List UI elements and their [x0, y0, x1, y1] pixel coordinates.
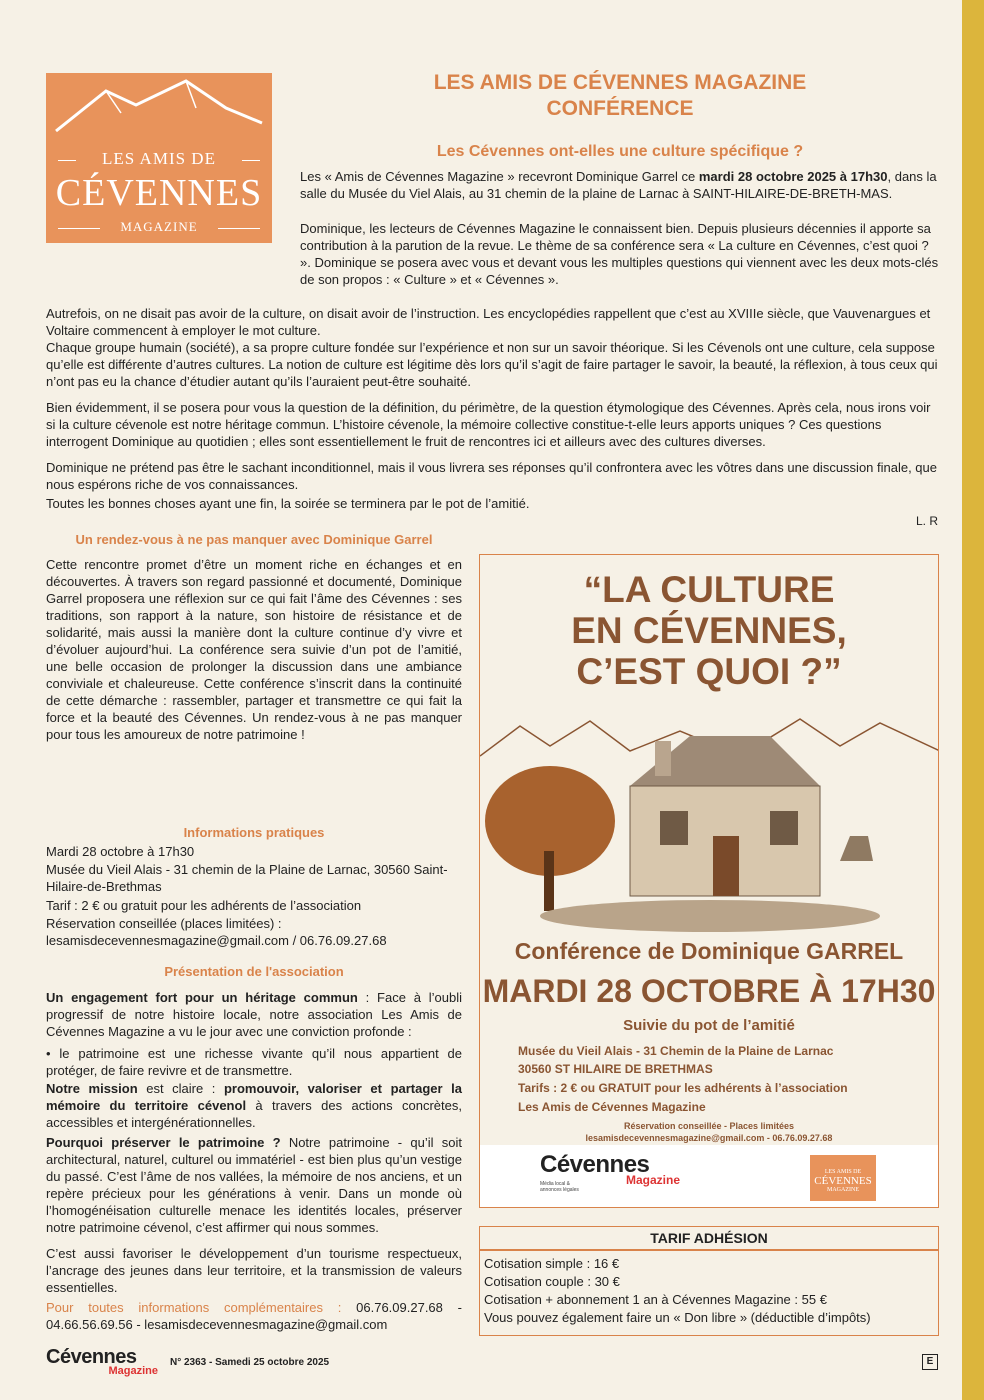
intro-paragraph-2: Dominique, les lecteurs de Cévennes Magazine le connaissent bien. Depuis plusieurs décennies il apporte sa contribution à la parution de la revue. Le thème de sa conférence sera « La culture en Cévennes, c’est quoi ? ». Dominique se posera avec vous et devant vous les multiples questions qui viennent avec les deux mots-clés de son propos : « Culture » et « Cévennes ».	[300, 221, 939, 287]
asso-bold-4: Pourquoi préserver le patrimoine ?	[46, 1135, 281, 1150]
poster-suite: Suivie du pot de l’amitié	[623, 1017, 795, 1034]
house-illustration	[480, 701, 939, 941]
intro-paragraph-5: Bien évidemment, il se posera pour vous la question de la définition, du périmètre, de la question étymologique des Cévennes. Après cela, nous irons voir si la culture cévenole est notre héritage commun. L’histoire cévenole, la mémoire collective constitue-t-elle leurs apports uniques ? Ces questions interrogent Dominique au quotidien ; elles sont essentiellement le fruit de rencontres ici et ailleurs avec des cultures diverses.	[46, 400, 931, 449]
logo-cevennes-text: Cévennes	[540, 1151, 650, 1178]
poster-quote	[480, 569, 938, 692]
logo-line1: LES AMIS DE	[102, 149, 216, 168]
logo-magazine-text: Magazine	[625, 1173, 680, 1187]
contact-details: 06.76.09.27.68 - 04.66.56.69.56 - lesamisdecevennesmagazine@gmail.com	[46, 1300, 462, 1332]
poster-info-2: 30560 ST HILAIRE DE BRETHMAS	[518, 1062, 713, 1076]
rdv-title: Un rendez-vous à ne pas manquer avec Dominique Garrel	[75, 532, 433, 547]
asso-text-1: : Face à l’oubli progressif de notre histoire locale, notre association Les Amis de Cévennes Magazine a vu le jour avec une conviction profonde :	[46, 990, 462, 1039]
asso-text-3c: à travers des actions concrètes, accessibles et intergénérationnelles.	[46, 1098, 462, 1130]
cevennes-magazine-logo	[540, 1151, 680, 1193]
title-line2: CONFÉRENCE	[546, 97, 694, 120]
intro-paragraph-1	[300, 168, 940, 202]
asso-contact	[46, 1299, 462, 1333]
asso-bold-3b: promouvoir, valoriser et partager la mémoire du territoire cévenol	[46, 1081, 462, 1113]
infos-address: Musée du Vieil Alais - 31 chemin de la Plaine de Larnac, 30560 Saint-Hilaire-de-Brethmas	[46, 862, 448, 894]
poster-info-3: Tarifs : 2 € ou GRATUIT pour les adhérents à l’association	[518, 1081, 848, 1095]
footer-logo-cevennes: Cévennes	[46, 1346, 137, 1368]
poster-info-4: Les Amis de Cévennes Magazine	[518, 1100, 706, 1114]
asso-para-3	[46, 1080, 462, 1131]
poster-date: MARDI 28 OCTOBRE À 17H30	[482, 973, 936, 1009]
page-edge-bar	[962, 0, 984, 1400]
page-title	[300, 70, 940, 122]
tarif-row: Vous pouvez également faire un « Don libre » (déductible d’impôts)	[484, 1310, 871, 1325]
asso-bold-3: Notre mission	[46, 1081, 138, 1096]
footer-logo-magazine: Magazine	[108, 1365, 158, 1377]
logo-line2: CÉVENNES	[55, 172, 263, 214]
intro-paragraph-6: Dominique ne prétend pas être le sachant inconditionnel, mais il vous livrera ses réponses qu’il confrontera avec les vôtres dans une discussion finale, que nous espérons riche de vos connaissances.	[46, 460, 938, 492]
asso-title: Présentation de l'association	[164, 964, 344, 979]
intro-paragraph-4: Chaque groupe humain (société), a sa propre culture fondée sur l’expérience et non sur un savoir théorique. Si les Cévenols ont une culture, cela suppose qu’elle est différente d’autres cultures. La notion de culture est légitime dès lors qu’il s’agit de faire partager le savoir, la beauté, la réflexion, à tous ceux qui n’ont pas eu la chance d’étudier autant qu’ils l’auraient peut-être souhaité.	[46, 340, 938, 389]
event-poster	[479, 554, 939, 1208]
mini-logo-l2: CÉVENNES	[814, 1175, 872, 1187]
tarif-title: TARIF ADHÉSION	[650, 1230, 768, 1246]
poster-contact: lesamisdecevennesmagazine@gmail.com - 06.76.09.27.68	[585, 1133, 833, 1143]
poster-reservation: Réservation conseillée - Places limitées	[623, 1121, 795, 1131]
mountains-icon	[46, 73, 272, 149]
infos-reservation: Réservation conseillée (places limitées) : lesamisdecevennesmagazine@gmail.com / 06.76.09.27.68	[46, 916, 387, 948]
footer-logo	[46, 1346, 158, 1382]
logo-subtitle: Média local & annonces légales	[540, 1181, 579, 1193]
intro-date: mardi 28 octobre 2025 à 17h30	[698, 169, 888, 184]
asso-para-1	[46, 989, 462, 1040]
intro-p1-end: , dans la salle du Musée du Viel Alais, au 31 chemin de la plaine de Larnac à SAINT-HILAIRE-DE-BRETH-MAS.	[300, 169, 937, 201]
signature: L. R	[915, 514, 938, 528]
tarif-divider	[480, 1249, 938, 1251]
intro-p1-start: Les « Amis de Cévennes Magazine » recevront Dominique Garrel ce	[300, 169, 699, 184]
tarif-row: Cotisation + abonnement 1 an à Cévennes Magazine : 55 €	[484, 1292, 827, 1307]
asso-text-4: Notre patrimoine - qu’il soit architectural, naturel, culturel ou immatériel - est bien plus qu’un vestige du passé. C’est l’âme de nos vallées, la mémoire de nos anciens, et un repère précieux pour les générations à venir. Dans un monde où l’homogénéisation culturelle menace les identités locales, préserver notre patrimoine cévenol, c’est affirmer qui nous sommes.	[46, 1135, 462, 1235]
mini-association-logo	[810, 1155, 876, 1201]
asso-para-4	[46, 1134, 462, 1236]
poster-quote-l1: “LA CULTURE	[583, 569, 835, 610]
infos-price: Tarif : 2 € ou gratuit pour les adhérents de l’association	[46, 898, 362, 913]
asso-para-5: C’est aussi favoriser le développement d’un tourisme respectueux, l’ancrage des jeunes dans leur territoire, et la transmission de valeurs essentielles.	[46, 1246, 462, 1295]
issue-number: N° 2363 - Samedi 25 octobre 2025	[170, 1357, 330, 1368]
page-letter: E	[922, 1354, 938, 1370]
intro-paragraph-7: Toutes les bonnes choses ayant une fin, la soirée se terminera par le pot de l’amitié.	[46, 496, 530, 511]
tarif-row: Cotisation simple : 16 €	[484, 1256, 620, 1271]
poster-quote-l2: EN CÉVENNES,	[571, 610, 847, 651]
contact-label: Pour toutes informations complémentaires :	[46, 1300, 342, 1315]
tarif-row: Cotisation couple : 30 €	[484, 1274, 620, 1289]
poster-info-1: Musée du Vieil Alais - 31 Chemin de la Plaine de Larnac	[518, 1044, 834, 1058]
intro-paragraph-3: Autrefois, on ne disait pas avoir de la culture, on disait avoir de l’instruction. Les encyclopédies rappellent que c’est au XVIIIe siècle, que Vauvenargues et Voltaire commencent à employer le mot culture.	[46, 306, 931, 338]
asso-text-3a: est claire :	[137, 1081, 224, 1096]
association-logo	[46, 73, 272, 243]
infos-date: Mardi 28 octobre à 17h30	[46, 844, 195, 859]
title-line1: LES AMIS DE CÉVENNES MAGAZINE	[433, 71, 807, 94]
mini-logo-l3: MAGAZINE	[827, 1187, 859, 1193]
mini-logo-l1: LES AMIS DE	[824, 1169, 862, 1175]
tarif-box	[479, 1226, 939, 1336]
logo-line3: MAGAZINE	[120, 219, 198, 234]
poster-conference: Conférence de Dominique GARREL	[514, 938, 904, 964]
rdv-text: Cette rencontre promet d’être un moment riche en échanges et en découvertes. À travers son regard passionné et documenté, Dominique Garrel proposera une réflexion sur ce qui fait l’âme des Cévennes : ses traditions, son rapport à la nature, son histoire de résistance et de solidarité, mais aussi la manière dont la culture continue d’y vivre et d’évoluer aujourd’hui. La conférence sera suivie d’un pot de l’amitié, une belle occasion de prolonger la discussion dans une ambiance conviviale et chaleureuse. Cette conférence s’inscrit dans la continuité de cette démarche : rassembler, partager et transmettre ce qui fait la force et la beauté des Cévennes. Un rendez-vous à ne pas manquer pour tous les amoureux de notre patrimoine !	[46, 557, 462, 742]
infos-title: Informations pratiques	[183, 825, 325, 840]
asso-para-2: • le patrimoine est une richesse vivante qu’il nous appartient de protéger, de faire revivre et de transmettre.	[46, 1046, 462, 1078]
poster-logo-bar	[480, 1145, 938, 1208]
poster-quote-l3: C’EST QUOI ?”	[576, 651, 842, 692]
asso-bold-1: Un engagement fort pour un héritage commun	[46, 990, 358, 1005]
subtitle: Les Cévennes ont-elles une culture spécifique ?	[436, 143, 804, 160]
